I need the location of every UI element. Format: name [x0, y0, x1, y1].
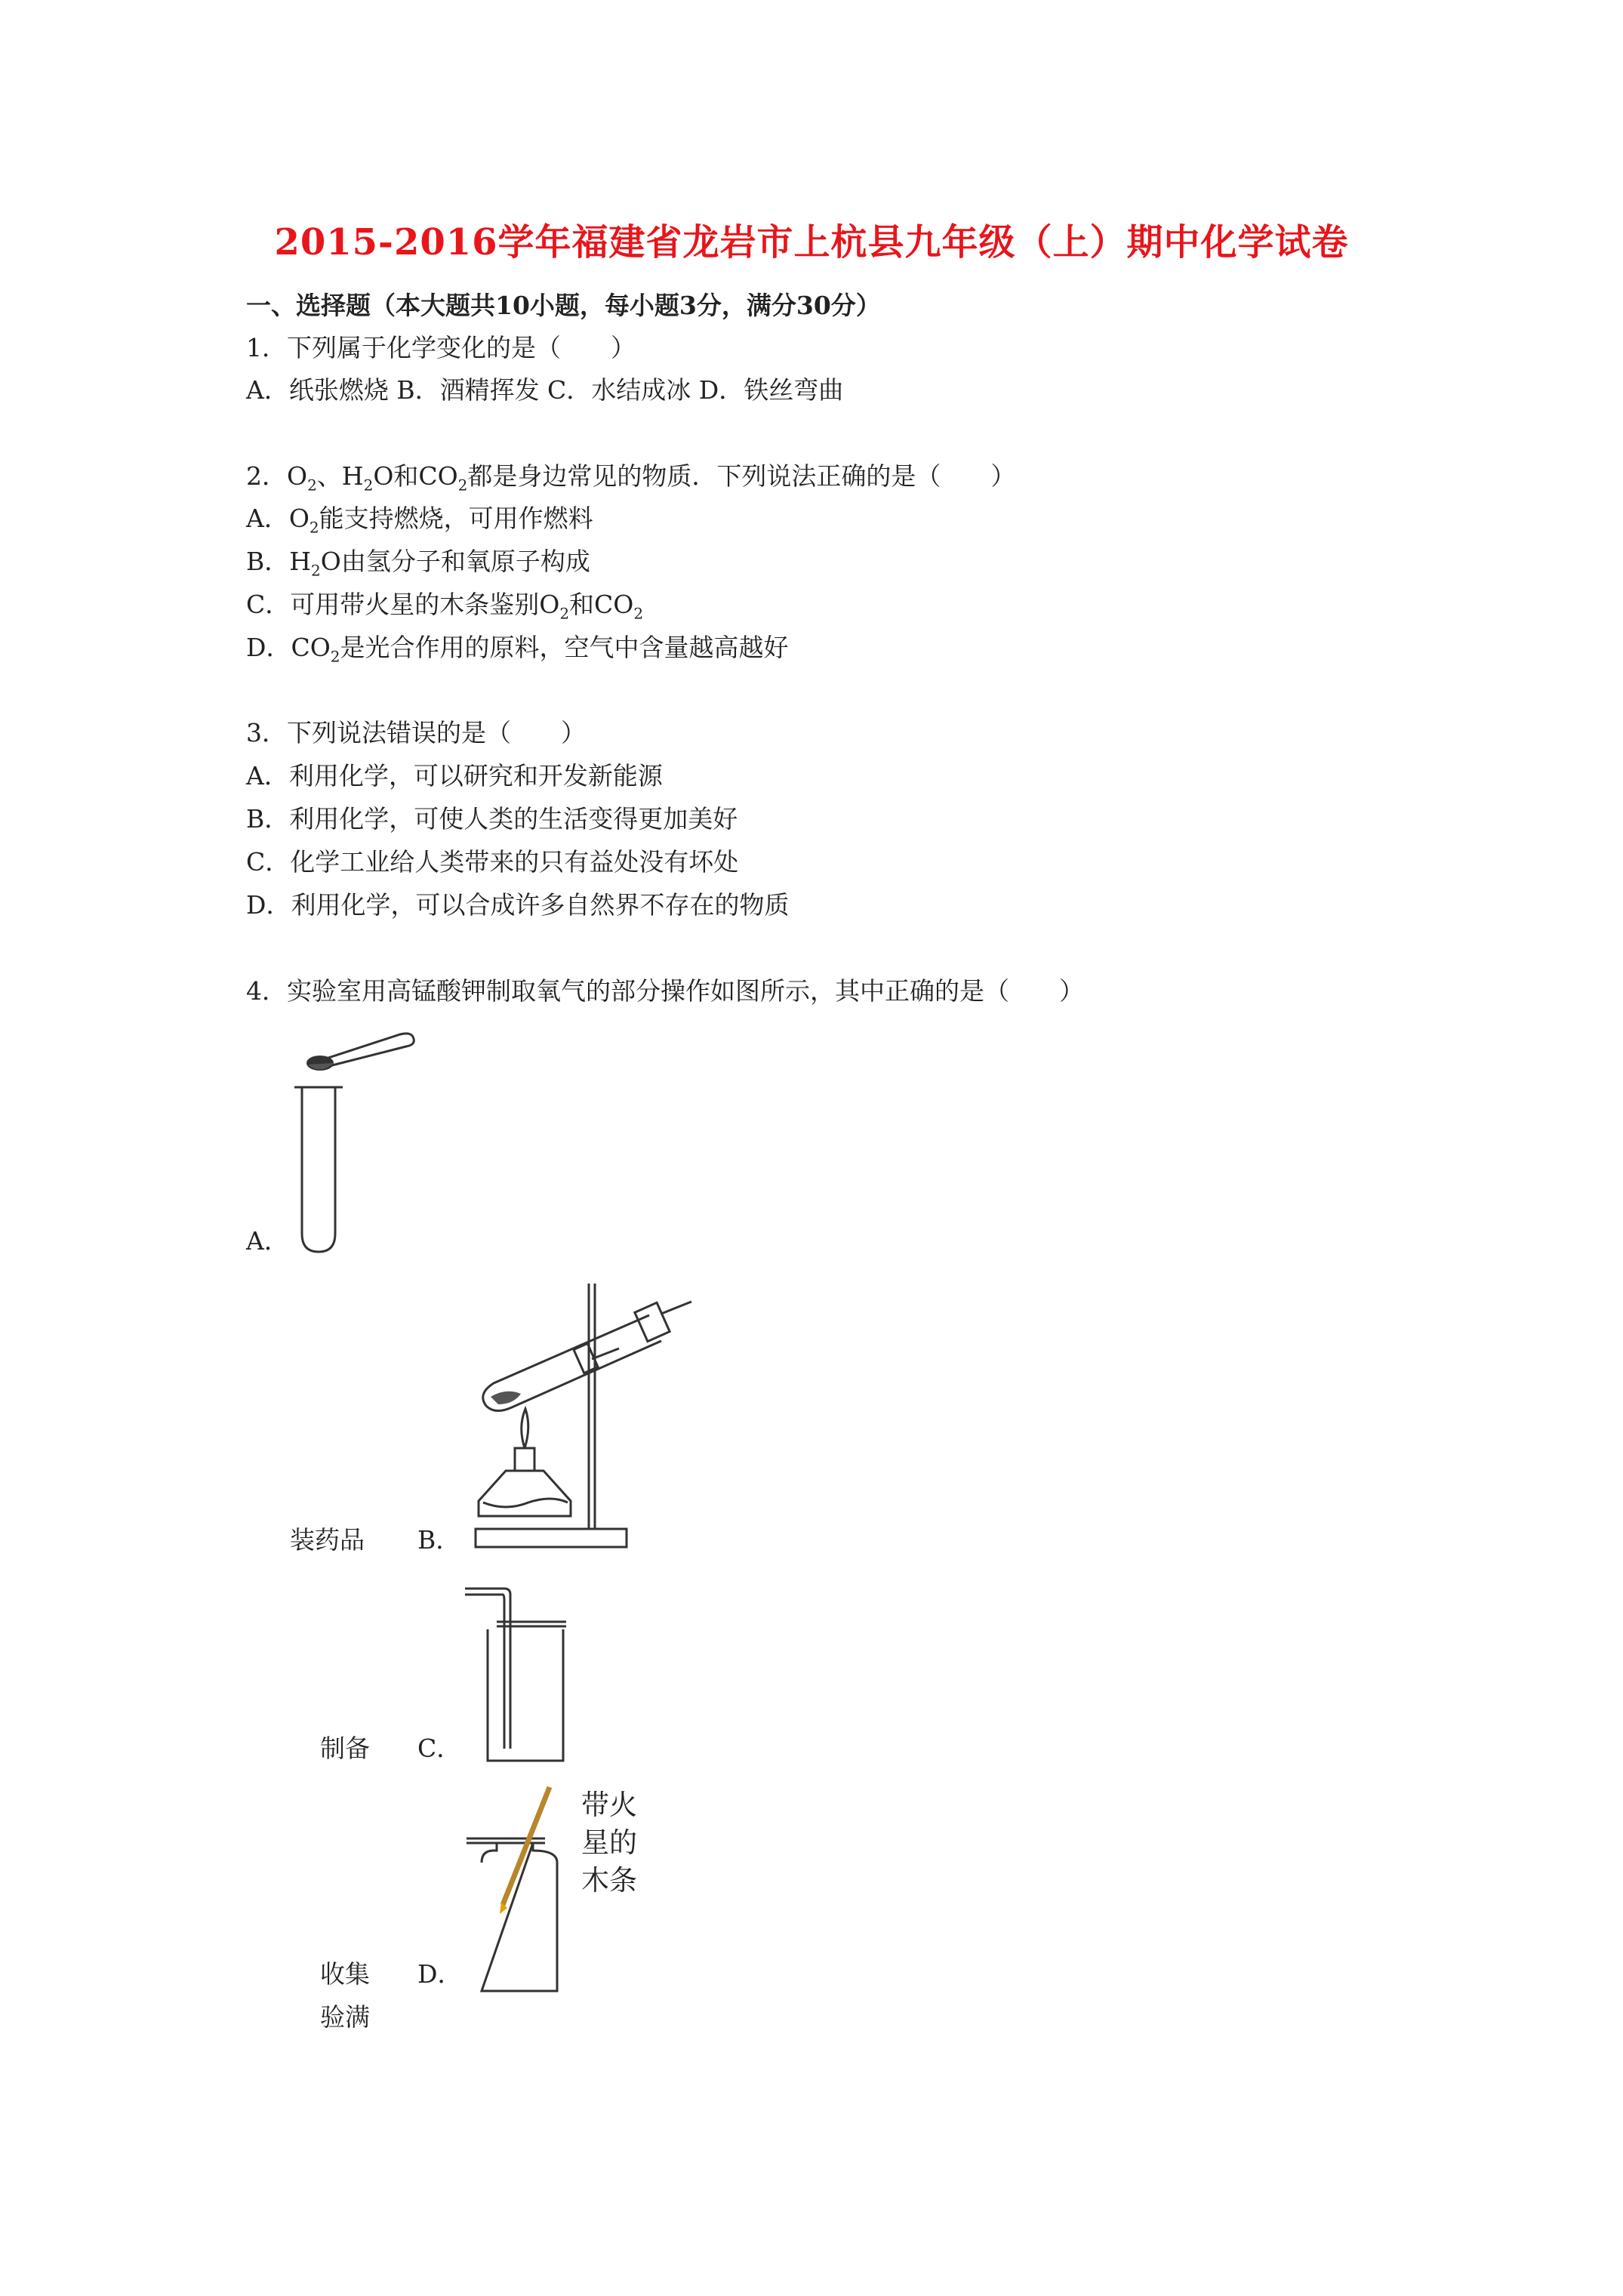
q4-option-b-caption: 制备	[320, 1734, 370, 1763]
figure-a-loading-reagent	[287, 1021, 438, 1255]
q3-option-a: A．利用化学，可以研究和开发新能源	[246, 761, 663, 791]
q2-option-a: A．$O_2$能支持燃烧，可用作燃料	[246, 504, 593, 537]
q4-option-c-letter: C．	[417, 1734, 462, 1763]
q2-option-b: B．$H_2O$由氢分子和氧原子构成	[246, 547, 590, 580]
q2-option-d: D．$CO_2$是光合作用的原料，空气中含量越高越好	[246, 633, 789, 666]
q4-option-c-caption: 收集	[320, 1959, 370, 1989]
q4-stem: 4．实验室用高锰酸钾制取氧气的部分操作如图所示，其中正确的是（ ）	[246, 976, 1084, 1006]
q4-option-a-caption: 装药品	[290, 1525, 365, 1555]
figure-c-gas-collection	[460, 1583, 574, 1764]
figure-d-label-line-2: 星的	[581, 1826, 637, 1859]
q1-stem: 1．下列属于化学变化的是（ ）	[246, 333, 636, 362]
q3-option-d: D．利用化学，可以合成许多自然界不存在的物质	[246, 890, 790, 920]
q3-stem: 3．下列说法错误的是（ ）	[246, 718, 586, 747]
figure-d-glowing-splint-test	[460, 1778, 566, 1997]
q3-option-c: C．化学工业给人类带来的只有益处没有坏处	[246, 847, 739, 877]
section-heading: 一、选择题（本大题共10小题，每小题3分，满分30分）	[246, 291, 881, 320]
q2-stem: 2．$O_2$、$H_2O$和$CO_2$都是身边常见的物质．下列说法正确的是（ ）	[246, 461, 1016, 495]
q4-option-b-letter: B．	[417, 1525, 461, 1555]
q1-options: A．纸张燃烧 B．酒精挥发 C．水结成冰 D．铁丝弯曲	[246, 375, 844, 405]
figure-b-heating-apparatus	[460, 1276, 702, 1555]
figure-d-label-line-3: 木条	[581, 1864, 637, 1897]
exam-title: 2015-2016学年福建省龙岩市上杭县九年级（上）期中化学试卷	[274, 221, 1349, 264]
figure-d-label-line-1: 带火	[581, 1789, 637, 1821]
q2-option-c: C．可用带火星的木条鉴别$O_2$和$CO_2$	[246, 590, 644, 623]
q4-option-d-letter: D．	[417, 1959, 463, 1989]
figure-d-label	[581, 1786, 637, 1900]
q3-option-b: B．利用化学，可使人类的生活变得更加美好	[246, 804, 738, 834]
q4-option-d-caption: 验满	[320, 2002, 370, 2032]
q4-option-a-letter: A．	[246, 1226, 289, 1256]
